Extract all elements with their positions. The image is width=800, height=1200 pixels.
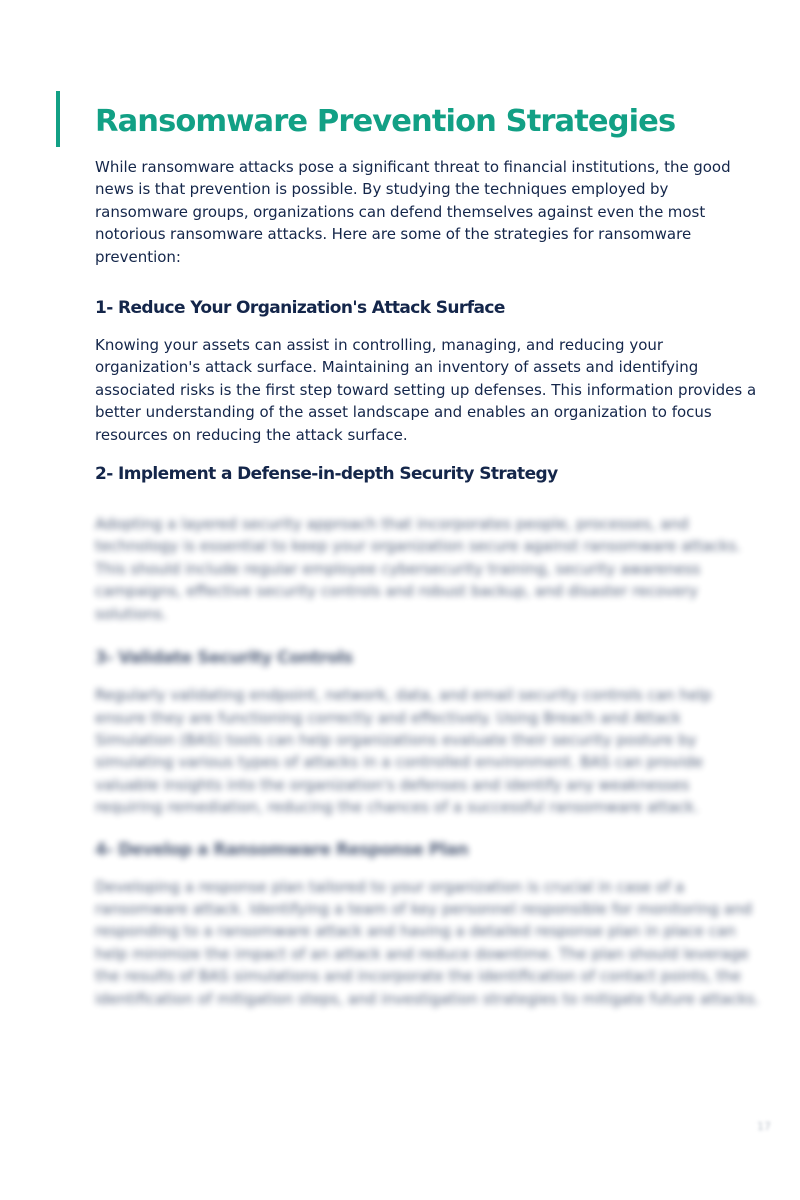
- page-title: Ransomware Prevention Strategies: [95, 104, 676, 139]
- page-number: 17: [757, 1120, 771, 1133]
- intro-paragraph: While ransomware attacks pose a significant threat to financial institutions, the good news is that prevention is possible. By studying the techniques employed by ransomware groups, organizations can defend themselves against even the most notorious ransomware attacks. Here are some of the strategies for ransomware prevention:: [95, 158, 731, 266]
- document-body: [95, 156, 760, 1010]
- section-2-heading: 2- Implement a Defense-in-depth Security Strategy: [95, 464, 558, 485]
- section-1-body: Knowing your assets can assist in controlling, managing, and reducing your organization's attack surface. Maintaining an inventory of assets and identifying associated risks is the first step toward setting up defenses. This information provides a better understanding of the asset landscape and enables an organization to focus resources on reducing the attack surface.: [95, 336, 757, 444]
- section-4-body: Developing a response plan tailored to your organization is crucial in case of a ransomware attack. Identifying a team of key personnel responsible for monitoring and responding to a ransomware attack and having a detailed response plan in place can help minimize the impact of an attack and reduce downtime. The plan should leverage the results of BAS simulations and incorporate the identification of contact points, the identification of mitigation steps, and investigation strategies to mitigate future attacks.: [95, 877, 760, 1008]
- section-3-body: Regularly validating endpoint, network, data, and email security controls can help ensure they are functioning correctly and effectively. Using Breach and Attack Simulation (BAS) tools can help organizations evaluate their security posture by simulating various types of attacks in a controlled environment. BAS can provide valuable insights into the organization's defenses and identify any weaknesses requiring remediation, reducing the chances of a successful ransomware attack.: [95, 686, 712, 817]
- title-accent-bar: [56, 91, 60, 147]
- section-2-body: Adopting a layered security approach that incorporates people, processes, and technology is essential to keep your organization secure against ransomware attacks. This should include regular employee cybersecurity training, security awareness campaigns, effective security controls and robust backup, and disaster recovery solutions.: [95, 515, 741, 623]
- section-1-heading: 1- Reduce Your Organization's Attack Surface: [95, 298, 505, 319]
- blurred-preview-region: [95, 513, 760, 1010]
- section-4-heading: 4- Develop a Ransomware Response Plan: [95, 839, 469, 860]
- section-3-heading: 3- Validate Security Controls: [95, 648, 353, 669]
